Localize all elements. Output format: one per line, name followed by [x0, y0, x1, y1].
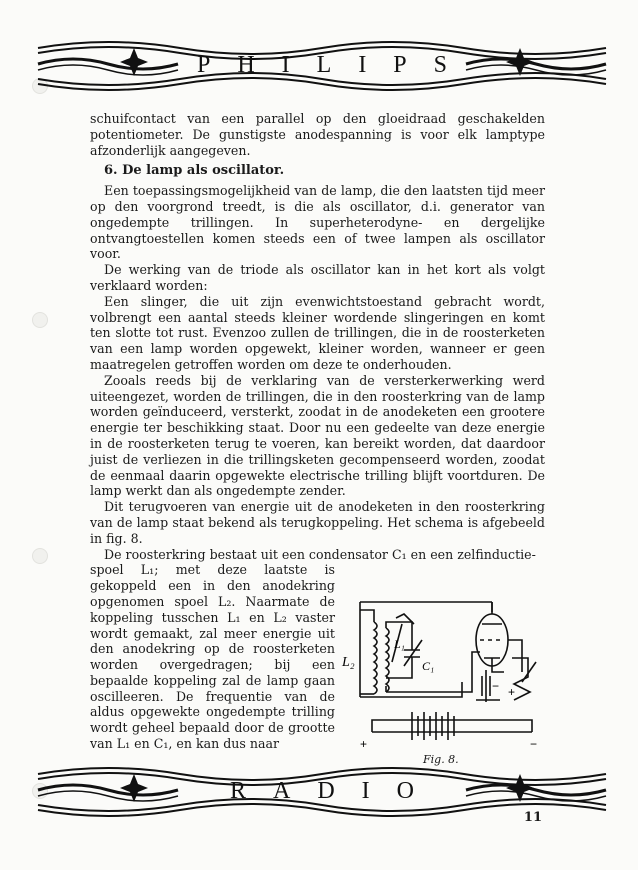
- paragraph-continuation: spoel L₁; met deze laatste is gekoppeld een in den anodekring opgenomen spoel L₂. Naarmate de koppeling tusschen L₁ en L₂ vaster wordt gemaakt, zal meer energie uit den anodekring op de roosterketen worden overgedragen; bij een bepaalde koppeling zal de lamp gaan oscilleeren. De frequentie van de aldus opgewekte ongedempte trilling wordt geheel bepaald door de grootte van L₁ en C₁, en kan dus naar: [90, 562, 335, 752]
- banner-title: PHILIPS: [196, 52, 475, 78]
- text-column: [90, 562, 335, 752]
- banner-title: RADIO: [230, 778, 441, 804]
- header-banner: [38, 34, 606, 98]
- paragraph: De werking van de triode als oscillator kan in het kort als volgt verklaard worden:: [90, 262, 545, 293]
- paragraph: Een slinger, die uit zijn evenwichtstoestand gebracht wordt, volbrengt een aantal steeds kleiner wordende slingeringen en komt ten slotte tot rust. Evenzoo zullen de trillingen, die in de roosterketen van een lamp worden opgewekt, kleiner worden, wanneer er geen maatregelen getroffen worden om deze te onderhouden.: [90, 293, 545, 372]
- paragraph-lead-line: De roosterkring bestaat uit een condensator C₁ en een zelfinductie-: [104, 546, 536, 562]
- figure-caption: Fig. 8.: [423, 753, 459, 767]
- paragraph: Zooals reeds bij de verklaring van de versterkerwerking werd uiteengezet, worden de trillingen, die in den roosterkring van de lamp worden geïnduceerd, versterkt, zoodat in de anodeketen een grootere energie ter beschikking staat. Door nu een gedeelte van deze energie in de roosterketen terug te voeren, kan bereikt worden, dat daardoor juist de verliezen in die trillingsketen gecompenseerd worden, zoodat de eenmaal daarin opgewekte electrische trilling blijft voortduren. De lamp werkt dan als ongedempte zender.: [90, 372, 545, 499]
- page-body: [90, 111, 545, 767]
- paragraph: Een toepassingsmogelijkheid van de lamp, die den laatsten tijd meer op den voorgrond treedt, is die als oscillator, d.i. generator van ongedempte trillingen. In superheterodyne- en dergelijke ontvangtoestellen komen steeds een of twee lampen als oscillator voor.: [90, 183, 545, 262]
- intro-paragraph: schuifcontact van een parallel op den gloeidraad geschakelden potentiometer. De gunstigste anodespanning is voor elk lamptype afzonderlijk aangegeven.: [90, 111, 545, 158]
- label-l1: L₁: [394, 637, 405, 652]
- circuit-diagram: [342, 562, 552, 752]
- label-minus-battery: −: [530, 737, 538, 752]
- label-plus-battery: +: [360, 737, 368, 752]
- binder-hole: [32, 312, 48, 328]
- binder-hole: [32, 548, 48, 564]
- label-l2: L₂: [342, 655, 355, 671]
- section-heading: 6. De lamp als oscillator.: [104, 163, 285, 179]
- label-minus: −: [492, 679, 500, 694]
- label-plus-grid: +: [508, 685, 516, 700]
- page-number: 11: [523, 810, 542, 825]
- oscillator-schematic: [342, 562, 552, 752]
- label-c1: C₁: [422, 659, 435, 674]
- paragraph: Dit terugvoeren van energie uit de anodeketen in den roosterkring van de lamp staat bekend als terugkoppeling. Het schema is afgebeeld in fig. 8.: [90, 499, 545, 546]
- text-figure-block: [90, 562, 545, 767]
- footer-banner: [38, 760, 606, 824]
